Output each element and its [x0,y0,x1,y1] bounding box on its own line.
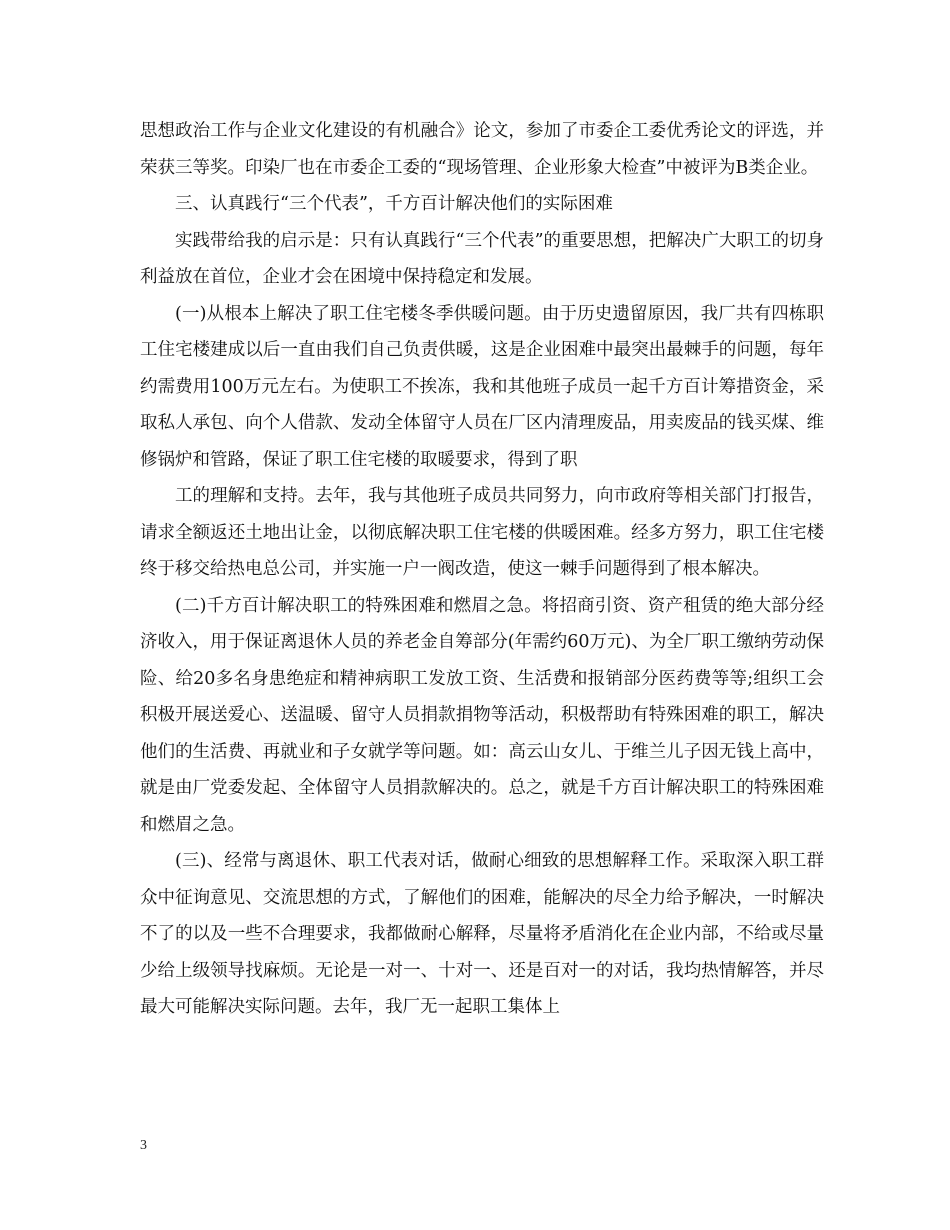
paragraph-7: (三)、经常与离退休、职工代表对话，做耐心细致的思想解释工作。采取深入职工群众中征询意见、交流思想的方式，了解他们的困难，能解决的尽全力给予解决，一时解决不了的以及一些不合理要求，我都做耐心解释，尽量将矛盾消化在企业内部，不给或尽量少给上级领导找麻烦。无论是一对一、十对一、还是百对一的对话，我均热情解答，并尽最大可能解决实际问题。去年，我厂无一起职工集体上 [140,851,824,1017]
paragraph-1: 思想政治工作与企业文化建设的有机融合》论文，参加了市委企工委优秀论文的评选，并荣获三等奖。印染厂也在市委企工委的“现场管理、企业形象大检查”中被评为B类企业。 [140,121,824,178]
paragraph-5: 工的理解和支持。去年，我与其他班子成员共同努力，向市政府等相关部门打报告，请求全额返还土地出让金，以彻底解决职工住宅楼的供暖困难。经多方努力，职工住宅楼终于移交给热电总公司，并实施一户一阀改造，使这一棘手问题得到了根本解决。 [140,486,824,579]
paragraph-4: (一)从根本上解决了职工住宅楼冬季供暖问题。由于历史遗留原因，我厂共有四栋职工住宅楼建成以后一直由我们自己负责供暖，这是企业困难中最突出最棘手的问题，每年约需费用100万元左右。为使职工不挨冻，我和其他班子成员一起千方百计筹措资金，采取私人承包、向个人借款、发动全体留守人员在厂区内清理废品，用卖废品的钱买煤、维修锅炉和管路，保证了职工住宅楼的取暖要求，得到了职 [140,303,824,470]
section-heading: 三、认真践行“三个代表”，千方百计解决他们的实际困难 [175,194,613,214]
page-number: 3 [140,1138,147,1153]
paragraph-6: (二)千方百计解决职工的特殊困难和燃眉之急。将招商引资、资产租赁的绝大部分经济收入，用于保证离退休人员的养老金自筹部分(年需约60万元)、为全厂职工缴纳劳动保险、给20多名身患绝症和精神病职工发放工资、生活费和报销部分医药费等等;组织工会积极开展送爱心、送温暖、留守人员捐款捐物等活动，积极帮助有特殊困难的职工，解决他们的生活费、再就业和子女就学等问题。如：高云山女儿、于维兰儿子因无钱上高中，就是由厂党委发起、全体留守人员捐款解决的。总之，就是千方百计解决职工的特殊困难和燃眉之急。 [140,595,824,835]
paragraph-3: 实践带给我的启示是：只有认真践行“三个代表”的重要思想，把解决广大职工的切身利益放在首位，企业才会在困境中保持稳定和发展。 [140,230,824,287]
document-body [140,113,824,1026]
